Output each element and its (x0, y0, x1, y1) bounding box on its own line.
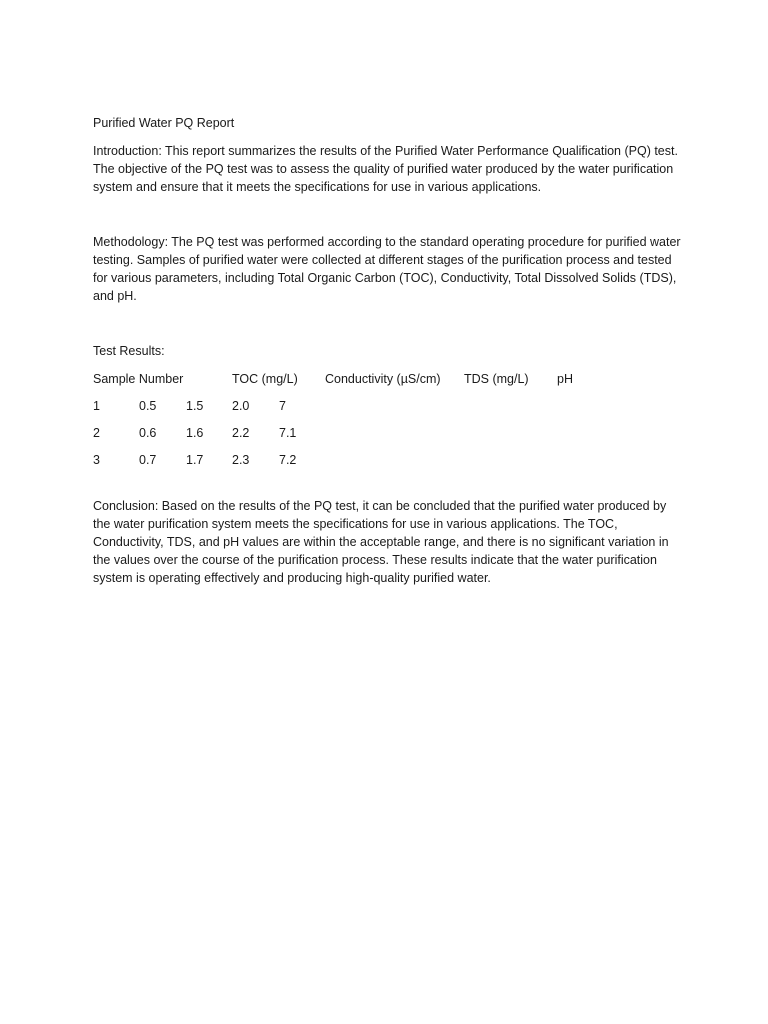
cell-sample: 3 (93, 453, 100, 467)
cell-value: 1.5 (186, 399, 204, 413)
introduction-paragraph: Introduction: This report summarizes the results of the Purified Water Performance Qualification (PQ) test. The objective of the PQ test was to assess the quality of purified water produced by the water purification system and ensure that it meets the specifications for use in various applications. (93, 144, 678, 194)
cell-value: 0.6 (139, 426, 157, 440)
header-conductivity: Conductivity (µS/cm) (325, 372, 441, 386)
header-toc: TOC (mg/L) (232, 372, 298, 386)
cell-value: 1.6 (186, 426, 204, 440)
cell-sample: 2 (93, 426, 100, 440)
cell-value: 7 (279, 399, 286, 413)
cell-value: 2.3 (232, 453, 250, 467)
table-row (93, 397, 683, 415)
cell-value: 1.7 (186, 453, 204, 467)
cell-value: 0.7 (139, 453, 157, 467)
header-sample-number: Sample Number (93, 372, 184, 386)
header-ph: pH (557, 372, 573, 386)
results-heading: Test Results: (93, 344, 165, 358)
cell-sample: 1 (93, 399, 100, 413)
table-header-row (93, 370, 683, 388)
cell-value: 2.2 (232, 426, 250, 440)
document-page (93, 114, 683, 587)
methodology-paragraph: Methodology: The PQ test was performed according to the standard operating procedure for purified water testing. Samples of purified water were collected at different stages of the purification process and tested for various parameters, including Total Organic Carbon (TOC), Conductivity, Total Dissolved Solids (TDS), and pH. (93, 235, 681, 303)
cell-value: 0.5 (139, 399, 157, 413)
table-row (93, 451, 683, 469)
results-table (93, 370, 683, 469)
table-row (93, 424, 683, 442)
cell-value: 7.1 (279, 426, 297, 440)
document-title: Purified Water PQ Report (93, 116, 235, 130)
header-tds: TDS (mg/L) (464, 372, 529, 386)
conclusion-paragraph: Conclusion: Based on the results of the PQ test, it can be concluded that the purified water produced by the water purification system meets the specifications for use in various applications. The TOC, Conductivity, TDS, and pH values are within the acceptable range, and there is no significant variation in the values over the course of the purification process. These results indicate that the water purification system is operating effectively and producing high-quality purified water. (93, 499, 669, 585)
cell-value: 2.0 (232, 399, 250, 413)
cell-value: 7.2 (279, 453, 297, 467)
